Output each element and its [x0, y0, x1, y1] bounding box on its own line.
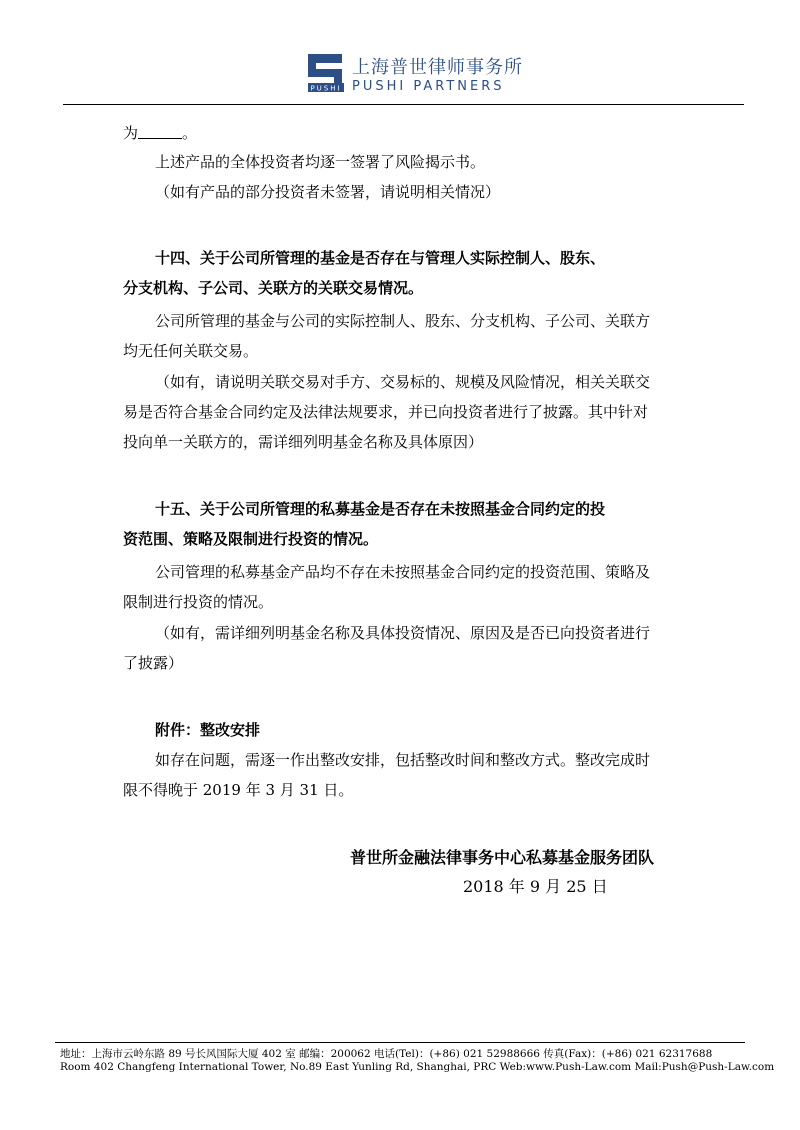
section-14-note-line3: 投向单一关联方的，需详细列明基金名称及具体原因） — [123, 433, 484, 451]
attachment-para-line1: 如存在问题，需逐一作出整改安排，包括整改时间和整改方式。整改完成时 — [155, 751, 651, 769]
footer-divider — [55, 1042, 745, 1043]
section-15-title-line1: 十五、关于公司所管理的私募基金是否存在未按照基金合同约定的投 — [155, 500, 606, 518]
header-divider — [63, 104, 744, 105]
continuation-line — [123, 118, 197, 148]
note-risk-disclosure: （如有产品的部分投资者未签署，请说明相关情况） — [155, 183, 501, 201]
section-15-note-line2: 了披露） — [123, 654, 184, 672]
paragraph-risk-disclosure: 上述产品的全体投资者均逐一签署了风险揭示书。 — [155, 153, 486, 171]
section-14-note-line1: （如有，请说明关联交易对手方、交易标的、规模及风险情况，相关关联交 — [155, 373, 651, 391]
line-prefix: 为 — [123, 124, 139, 142]
attachment-title: 附件：整改安排 — [155, 721, 261, 739]
line-suffix: 。 — [182, 124, 198, 142]
page-header — [0, 0, 800, 110]
firm-name-cn: 上海普世律师事务所 — [352, 57, 523, 78]
section-14-note-line2: 易是否符合基金合同约定及法律法规要求，并已向投资者进行了披露。其中针对 — [123, 403, 649, 421]
footer-address-en: Room 402 Changfeng International Tower, No.89 East Yunling Rd, Shanghai, PRC Web:www.Push-Law.com Mail:Push@Push-Law.com — [60, 1061, 775, 1073]
footer-address-cn: 地址：上海市云岭东路 89 号长风国际大厦 402 室 邮编：200062 电话(Tel)：(+86) 021 52988666 传真(Fax)：(+86) 021 62317688 — [60, 1048, 713, 1060]
pushi-logo-icon — [306, 52, 346, 94]
fill-blank — [138, 124, 182, 139]
section-15-note-line1: （如有，需详细列明基金名称及具体投资情况、原因及是否已向投资者进行 — [155, 624, 651, 642]
section-14-title-line1: 十四、关于公司所管理的基金是否存在与管理人实际控制人、股东、 — [155, 249, 606, 267]
attachment-para-line2: 限不得晚于 2019 年 3 月 31 日。 — [123, 781, 354, 799]
signature-date: 2018 年 9 月 25 日 — [463, 877, 608, 896]
section-15-para-line1: 公司管理的私募基金产品均不存在未按照基金合同约定的投资范围、策略及 — [155, 563, 651, 581]
logo-mark-text: PUSHI — [310, 84, 342, 93]
firm-name-en: PUSHI PARTNERS — [352, 79, 505, 94]
section-15-title-line2: 资范围、策略及限制进行投资的情况。 — [123, 530, 379, 548]
section-14-para-line1: 公司所管理的基金与公司的实际控制人、股东、分支机构、子公司、关联方 — [155, 312, 651, 330]
section-15-para-line2: 限制进行投资的情况。 — [123, 593, 274, 611]
section-14-title-line2: 分支机构、子公司、关联方的关联交易情况。 — [123, 279, 424, 297]
section-14-para-line2: 均无任何关联交易。 — [123, 342, 259, 360]
signature: 普世所金融法律事务中心私募基金服务团队 — [350, 848, 655, 867]
